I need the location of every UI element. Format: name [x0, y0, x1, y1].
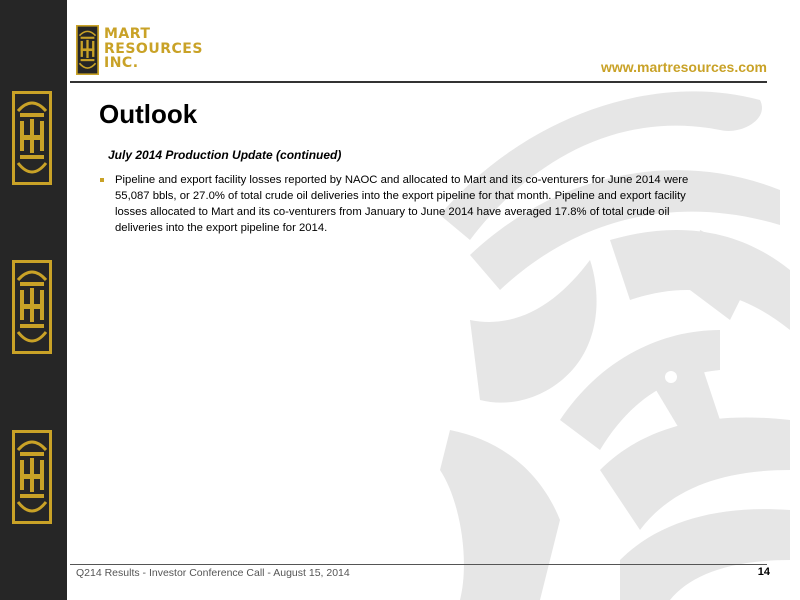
- header-divider: [70, 81, 767, 83]
- slide-subtitle: July 2014 Production Update (continued): [108, 148, 342, 162]
- mart-emblem-icon: [12, 430, 52, 524]
- bullet-text: Pipeline and export facility losses reported by NAOC and allocated to Mart and its co-venturers for June 2014 were 55,087 bbls, or 27.0% of total crude oil deliveries into the export pipeline for that month. Pipeline and export facility losses allocated to Mart and its co-venturers from January to June 2014 have averaged 17.8% of total crude oil deliveries into the export pipeline for 2014.: [115, 174, 689, 234]
- website-link[interactable]: www.martresources.com: [601, 59, 767, 75]
- logo-line: INC.: [104, 55, 139, 71]
- mart-emblem-icon: [12, 91, 52, 185]
- slide-title: Outlook: [99, 99, 198, 129]
- mart-emblem-icon: [12, 260, 52, 354]
- footer-text: Q214 Results - Investor Conference Call - August 15, 2014: [76, 567, 350, 579]
- logo-line: MART: [104, 26, 151, 42]
- company-logo-icon: [76, 25, 99, 75]
- company-logo-text: [104, 27, 203, 71]
- logo-line: RESOURCES: [104, 40, 203, 57]
- left-sidebar: [0, 0, 67, 600]
- bullet-square-icon: [100, 178, 104, 182]
- bullet-list: [100, 172, 720, 236]
- footer-divider: [70, 564, 767, 565]
- bullet-item: [100, 172, 720, 236]
- page-number: 14: [757, 566, 770, 578]
